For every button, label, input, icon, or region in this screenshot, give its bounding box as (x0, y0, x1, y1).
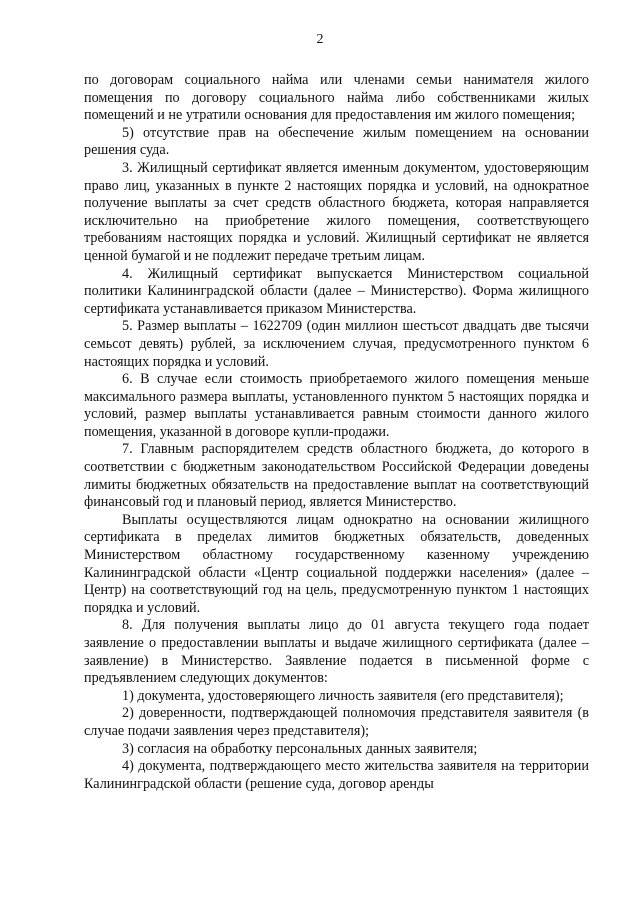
paragraph-clause-6: 6. В случае если стоимость приобретаемого жилого помещения меньше максимального размера выплаты, установленного пунктом 5 настоящих порядка и условий, размер выплаты устанавливается равным стоимости данного жилого помещения, указанной в договоре купли-продажи. (84, 371, 589, 440)
list-item-3: 3) согласия на обработку персональных данных заявителя; (122, 740, 478, 757)
paragraph-clause-4: 4. Жилищный сертификат выпускается Министерством социальной политики Калининградской области (далее – Министерство). Форма жилищного сертификата устанавливается приказом Министерства. (84, 265, 589, 317)
document-body (84, 72, 589, 793)
paragraph-clause-7: 7. Главным распорядителем средств областного бюджета, до которого в соответствии с бюджетным законодательством Российской Федерации доведены лимиты бюджетных обязательств на предоставление выплат на соответствующий финансовый год и плановый период, является Министерство. (84, 441, 589, 511)
paragraph-clause-8: 8. Для получения выплаты лицо до 01 августа текущего года подает заявление о предоставлении выплаты и выдаче жилищного сертификата (далее – заявление) в Министерство. Заявление подается в письменной форме с предъявлением следующих документов: (84, 617, 589, 687)
paragraph-payments: Выплаты осуществляются лицам однократно на основании жилищного сертификата в пределах лимитов бюджетных обязательств, доведенных Министерством областному государственному казенному учреждению Калининградской области «Центр социальной поддержки населения» (далее – Центр) на соответствующий год на цель, предусмотренную пунктом 1 настоящих порядка и условий. (84, 511, 589, 616)
paragraph-clause-5: 5. Размер выплаты – 1622709 (один миллион шестьсот двадцать две тысячи семьсот девять) рублей, за исключением случая, предусмотренного пунктом 6 настоящих порядка и условий. (84, 318, 589, 370)
list-item-2: 2) доверенности, подтверждающей полномочия представителя заявителя (в случае подачи заявления через представителя); (84, 705, 589, 739)
list-item-4: 4) документа, подтверждающего место жительства заявителя на территории Калининградской области (решение суда, договор аренды (84, 758, 589, 792)
page-number: 2 (316, 32, 324, 47)
paragraph-clause-3: 3. Жилищный сертификат является именным документом, удостоверяющим право лиц, указанных в пункте 2 настоящих порядка и условий, на однократное получение выплаты за счет средств областного бюджета, которая направляется исключительно на приобретение жилого помещения, соответствующего требованиям настоящих порядка и условий. Жилищный сертификат не является ценной бумагой и не подлежит передаче третьим лицам. (84, 159, 589, 264)
paragraph-item-5: 5) отсутствие прав на обеспечение жилым помещением на основании решения суда. (84, 124, 589, 159)
paragraph-continuation: по договорам социального найма или членами семьи нанимателя жилого помещения по договору социального найма либо собственниками жилых помещений и не утратили основания для предоставления им жилого помещения; (84, 72, 589, 124)
list-item-1: 1) документа, удостоверяющего личность заявителя (его представителя); (122, 687, 564, 704)
